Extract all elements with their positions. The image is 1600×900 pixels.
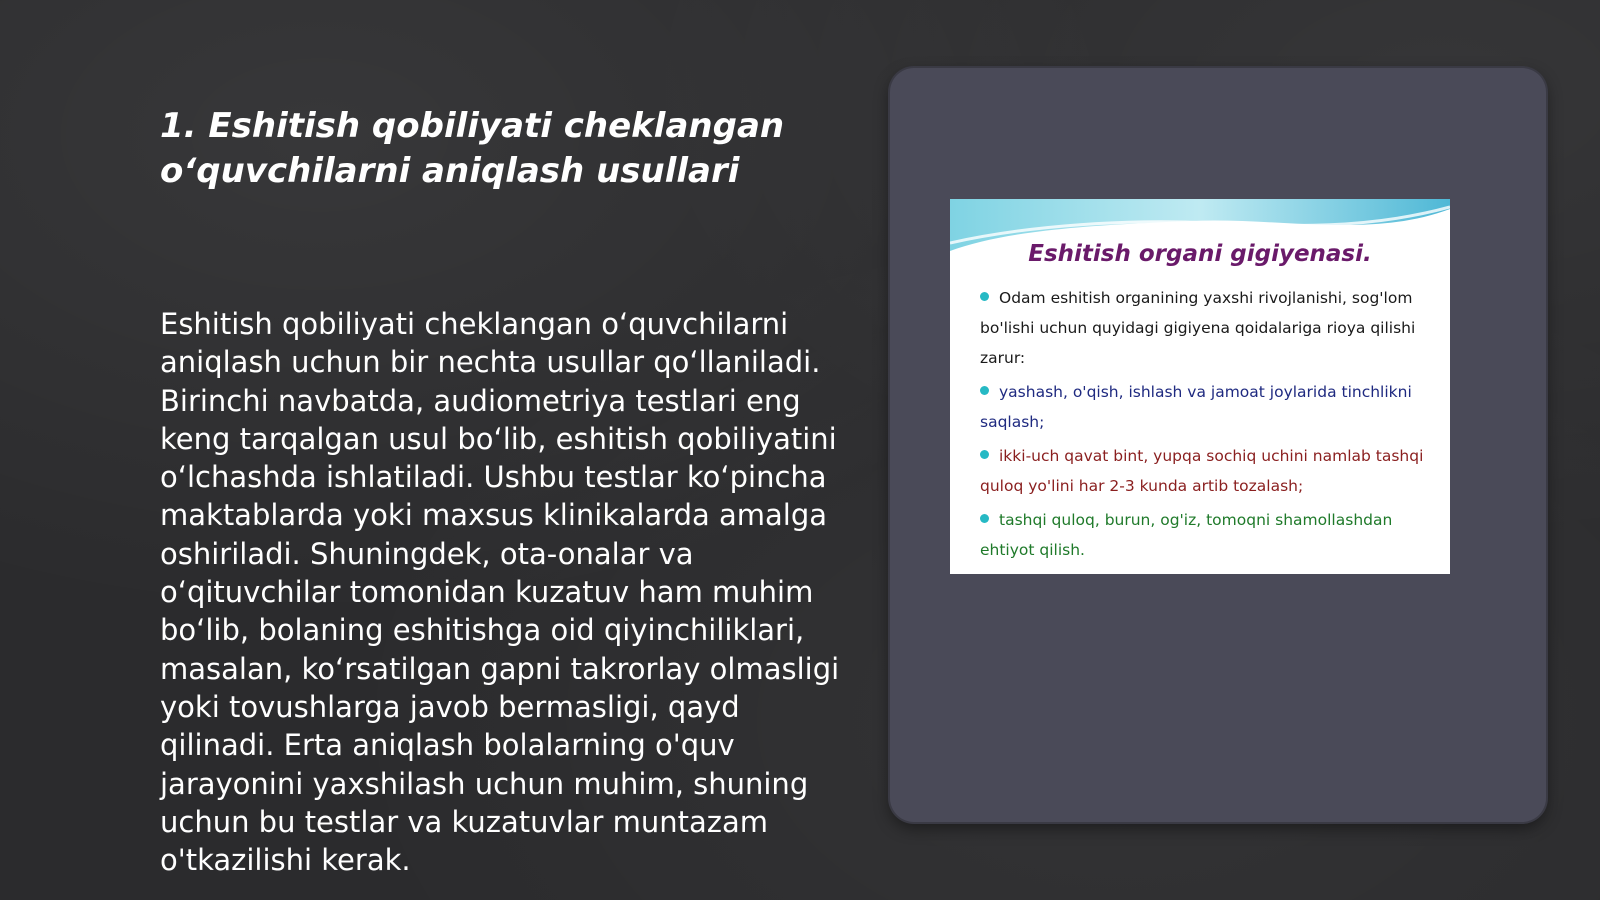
bullet-dot-icon <box>980 292 989 301</box>
bullet-text: Odam eshitish organining yaxshi rivojlanishi, sog'lom bo'lishi uchun quyidagi gigiyena qoidalariga rioya qilishi zarur: <box>980 289 1416 367</box>
bullet-item <box>980 505 1435 565</box>
bullet-item <box>980 283 1435 373</box>
card-title: Eshitish organi gigiyenasi. <box>1028 241 1372 267</box>
bullet-list <box>980 283 1435 569</box>
bullet-item <box>980 377 1435 437</box>
bullet-item <box>980 441 1435 501</box>
slide-body-text: Eshitish qobiliyati cheklangan o‘quvchilarni aniqlash uchun bir nechta usullar qo‘llaniladi. Birinchi navbatda, audiometriya testlari eng keng tarqalgan usul bo‘lib, eshitish qobiliyatini o‘lchashda ishlatiladi. Ushbu testlar ko‘pincha maktablarda yoki maxsus klinikalarda amalga oshiriladi. Shuningdek, ota-onalar va o‘qituvchilar tomonidan kuzatuv ham muhim bo‘lib, bolaning eshitishga oid qiyinchiliklari, masalan, ko‘rsatilgan gapni takrorlay olmasligi yoki tovushlarga javob bermasligi, qayd qilinadi. Erta aniqlash bolalarning o'quv jarayonini yaxshilash uchun muhim, shuning uchun bu testlar va kuzatuvlar muntazam o'tkazilishi kerak. <box>160 307 840 878</box>
slide-title: 1. Eshitish qobiliyati cheklangan o‘quvchilarni aniqlash usullari <box>160 106 785 191</box>
bullet-dot-icon <box>980 386 989 395</box>
bullet-dot-icon <box>980 450 989 459</box>
bullet-dot-icon <box>980 514 989 523</box>
hygiene-image-card <box>950 199 1450 574</box>
bullet-text: tashqi quloq, burun, og'iz, tomoqni shamollashdan ehtiyot qilish. <box>980 511 1393 559</box>
image-panel <box>890 68 1546 822</box>
bullet-text: ikki-uch qavat bint, yupqa sochiq uchini namlab tashqi quloq yo'lini har 2-3 kunda artib tozalash; <box>980 447 1424 495</box>
bullet-text: yashash, o'qish, ishlash va jamoat joylarida tinchlikni saqlash; <box>980 383 1412 431</box>
